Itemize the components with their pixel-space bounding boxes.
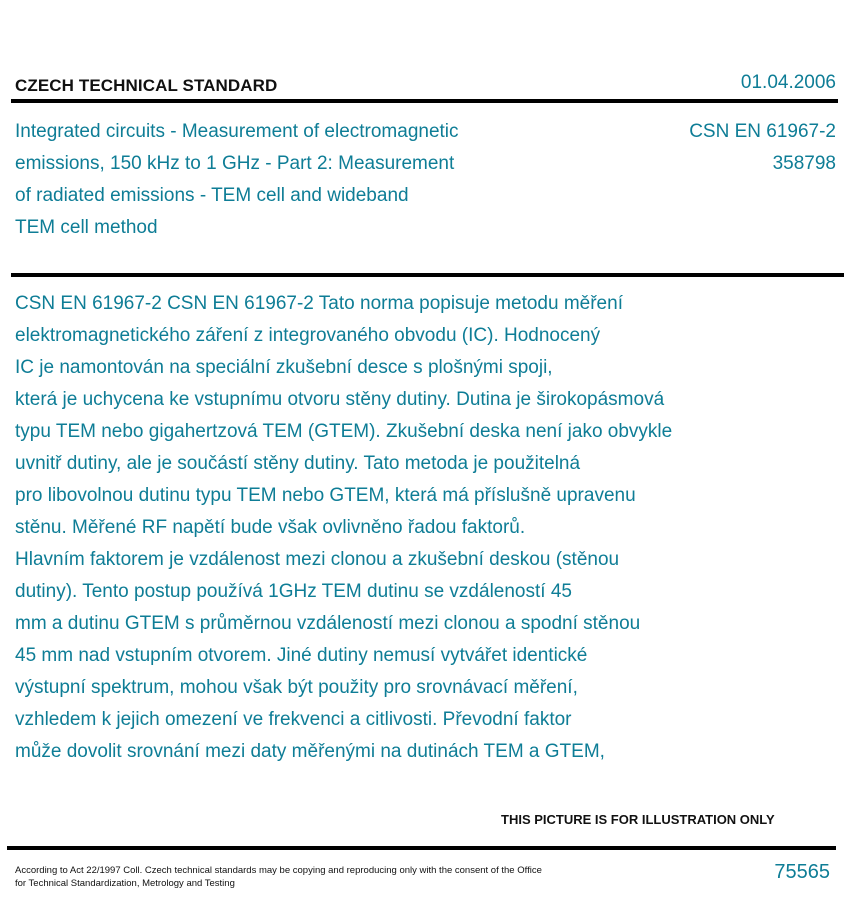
publication-date: 01.04.2006	[740, 72, 836, 93]
abstract-text: CSN EN 61967-2 CSN EN 61967-2 Tato norma popisuje metodu měření elektromagnetického záření z integrovaného obvodu (IC). Hodnocený IC je namontován na speciální zkušební desce s plošnými spoji, která je uchycena ke vstupnímu otvoru stěny dutiny. Dutina je širokopásmová typu TEM nebo gigahertzová TEM (GTEM). Zkušební deska není jako obvykle uvnitř dutiny, ale je součástí stěny dutiny. Tato metoda je použitelná pro libovolnou dutinu typu TEM nebo GTEM, která má příslušně upravenu stěnu. Měřené RF napětí bude však ovlivněno řadou faktorů. Hlavním faktorem je vzdálenost mezi clonou a zkušební deskou (stěnou dutiny). Tento postup používá 1GHz TEM dutinu se vzdáleností 45 mm a dutinu GTEM s průměrnou vzdáleností mezi clonou a spodní stěnou 45 mm nad vstupním otvorem. Jiné dutiny nemusí vytvářet identické výstupní spektrum, mohou však být použity pro srovnávací měření, vzhledem k jejich omezení ve frekvenci a citlivosti. Převodní faktor může dovolit srovnání mezi daty měřenými na dutinách TEM a GTEM,	[15, 293, 673, 762]
standard-type-label: CZECH TECHNICAL STANDARD	[15, 76, 278, 95]
standard-number: CSN EN 61967-2	[689, 121, 836, 142]
header-rule	[11, 99, 838, 103]
footer-rule	[7, 846, 836, 850]
catalog-number: 358798	[772, 153, 836, 174]
legal-notice: According to Act 22/1997 Coll. Czech technical standards may be copying and reproducing only with the consent of the Office for Technical Standardization, Metrology and Testing	[15, 865, 542, 889]
page-code: 75565	[774, 861, 830, 883]
title-rule	[11, 273, 844, 277]
illustration-note: THIS PICTURE IS FOR ILLUSTRATION ONLY	[501, 812, 775, 827]
document-title: Integrated circuits - Measurement of electromagnetic emissions, 150 kHz to 1 GHz - Part 2: Measurement of radiated emissions - TEM cell and wideband TEM cell method	[15, 121, 459, 238]
